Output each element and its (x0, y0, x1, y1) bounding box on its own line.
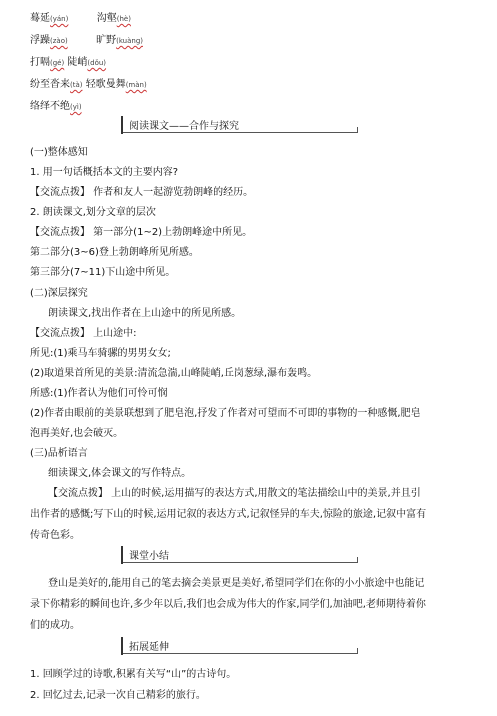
vocab-pinyin: (gé) (50, 59, 65, 67)
saw-1: 所见:(1)乘马车骑骡的男男女女; (30, 348, 171, 359)
language-answer-3: 传奇色彩。 (30, 530, 80, 541)
vocab-word: 陡峭 (67, 57, 88, 68)
vocab-pinyin: (màn) (125, 81, 147, 89)
section-bar (121, 637, 123, 655)
answer-2-part-3: 第三部分(7~11)下山途中所见。 (30, 267, 176, 278)
answer-2 (30, 226, 252, 240)
feel-3: 泡再美好,也会破灭。 (30, 428, 124, 439)
answer-2-part-2: 第二部分(3~6)登上勃朗峰所见所感。 (30, 247, 199, 258)
section-bar (121, 546, 123, 564)
answer-text: 作者和友人一起游览勃朗峰的经历。 (90, 187, 254, 198)
section-title: 课堂小结 (129, 551, 169, 562)
vocab-line-2 (30, 34, 143, 48)
section-end-tick (357, 557, 358, 563)
vocab-pinyin: (kuàng) (116, 37, 143, 45)
subheading-deep: (二)深层探究 (30, 288, 88, 299)
vocab-pinyin: (dǒu) (87, 59, 107, 67)
vocab-line-5 (30, 100, 82, 114)
section-end-tick (357, 648, 358, 654)
section-end-tick (357, 127, 358, 133)
vocab-word: 打嗝 (30, 57, 50, 68)
vocab-pinyin: (yì) (70, 103, 82, 111)
section-title: 阅读课文——合作与探究 (129, 121, 239, 132)
answer-text: 第一部分(1~2)上勃朗峰途中所见。 (90, 227, 253, 238)
question-2: 2. 朗读课文,划分文章的层次 (30, 207, 156, 218)
answer-tag: 【交流点拨】 (30, 187, 90, 198)
vocab-word: 蓦延 (30, 13, 50, 24)
vocab-word: 旷野 (96, 35, 117, 46)
vocab-pinyin: (zào) (50, 37, 68, 45)
vocab-word: 沟壑 (96, 13, 117, 24)
extension-item-1: 1. 回顾学过的诗歌,积累有关写“山”的古诗句。 (30, 669, 237, 680)
answer-1 (30, 186, 253, 200)
summary-line-1: 登山是美好的,能用自己的笔去摘会美景更是美好,希望同学们在你的小小旅途中也能记 (48, 578, 425, 589)
language-question: 细读课文,体会课文的写作特点。 (48, 468, 192, 479)
section-header-extension (121, 637, 357, 654)
language-answer-1 (48, 487, 421, 501)
vocab-word: 纷至沓来 (30, 79, 70, 90)
section-bar (121, 116, 123, 134)
vocab-line-4 (30, 78, 147, 92)
vocab-pinyin: (hè) (116, 15, 131, 23)
subheading-whole: (一)整体感知 (30, 147, 88, 158)
extension-item-2: 2. 回忆过去,记录一次自己精彩的旅行。 (30, 690, 206, 701)
feel-2: (2)作者由眼前的美景联想到了肥皂泡,抒发了作者对可望而不可即的事物的一种感慨,肥皂 (30, 408, 421, 419)
saw-2: (2)取道果首所见的美景:清流急湍,山峰陡峭,丘岗葱绿,瀑布轰鸣。 (30, 368, 318, 379)
vocab-word: 轻歌曼舞 (85, 79, 126, 90)
vocab-pinyin: (yán) (50, 15, 69, 23)
section-title: 拓展延伸 (129, 642, 169, 653)
summary-line-3: 们的成功。 (30, 620, 80, 631)
question-1: 1. 用一句话概括本文的主要内容? (30, 167, 179, 178)
vocab-line-1 (30, 12, 131, 26)
section-header-summary (121, 546, 357, 563)
answer-text: 上山途中: (90, 328, 137, 339)
vocab-line-3 (30, 56, 106, 70)
answer-tag: 【交流点拨】 (48, 488, 108, 499)
answer-tag: 【交流点拨】 (30, 227, 90, 238)
answer-tag: 【交流点拨】 (30, 328, 90, 339)
section-header-reading (121, 116, 357, 133)
vocab-word: 络绎不绝 (30, 101, 70, 112)
vocab-pinyin: (tà) (70, 81, 83, 89)
language-answer-2: 出作者的感慨;写下山的时候,运用记叙的表达方式,记叙怪异的车夫,惊险的旅途,记叙中富有 (30, 509, 427, 520)
summary-line-2: 录下你精彩的瞬间也许,多少年以后,我们也会成为伟大的作家,同学们,加油吧,老师期待着你 (30, 599, 426, 610)
deep-question: 朗读课文,找出作者在上山途中的所见所感。 (48, 308, 242, 319)
subheading-language: (三)品析语言 (30, 448, 88, 459)
vocab-word: 浮躁 (30, 35, 50, 46)
answer-text: 上山的时候,运用描写的表达方式,用散文的笔法描绘山中的美景,并且引 (108, 488, 421, 499)
feel-1: 所感:(1)作者认为他们可怜可悯 (30, 388, 168, 399)
deep-answer (30, 327, 137, 341)
